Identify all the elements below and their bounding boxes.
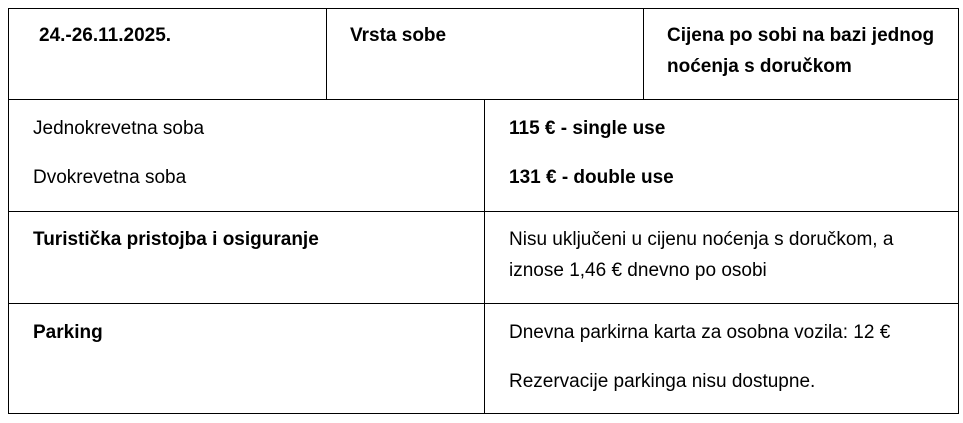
table-border-left <box>8 8 9 414</box>
header-date-range: 24.-26.11.2025. <box>39 25 172 46</box>
header-price-line1: Cijena po sobi na bazi jednog <box>667 25 935 46</box>
room-type-double: Dvokrevetna soba <box>33 167 187 188</box>
table-border-right <box>958 8 959 414</box>
header-col-divider-2 <box>643 8 644 100</box>
room-price-single: 115 € - single use <box>509 118 666 139</box>
header-col-divider-1 <box>326 8 327 100</box>
tourist-tax-text-line1: Nisu uključeni u cijenu noćenja s doručkom, a <box>509 229 894 250</box>
parking-price-text: Dnevna parkirna karta za osobna vozila: 12 € <box>509 322 891 343</box>
header-room-type: Vrsta sobe <box>350 25 447 46</box>
room-type-single: Jednokrevetna soba <box>33 118 205 139</box>
parking-label: Parking <box>33 322 103 343</box>
room-price-double: 131 € - double use <box>509 167 674 188</box>
tourist-tax-text-line2: iznose 1,46 € dnevno po osobi <box>509 260 767 281</box>
table-border-top <box>8 8 959 9</box>
tourist-tax-label: Turistička pristojba i osiguranje <box>33 229 319 250</box>
parking-availability-text: Rezervacije parkinga nisu dostupne. <box>509 371 816 392</box>
body-col-divider <box>484 99 485 414</box>
header-price-line2: noćenja s doručkom <box>667 56 852 77</box>
